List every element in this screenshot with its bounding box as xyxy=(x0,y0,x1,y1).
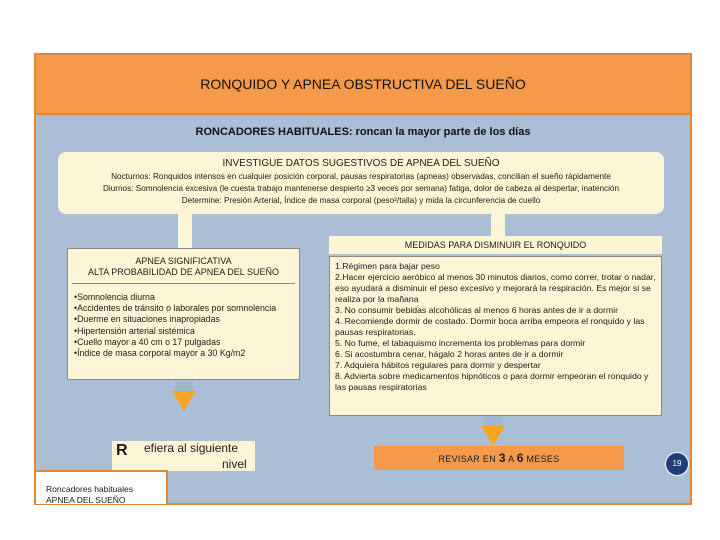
refiera-box xyxy=(112,441,255,471)
corner-line2: APNEA DEL SUEÑO xyxy=(46,495,126,505)
arrow-down-right-icon xyxy=(481,426,505,446)
list-item: •Accidentes de tránsito o laborales por somnolencia xyxy=(74,303,277,314)
refiera-initial: R xyxy=(116,442,128,459)
list-item: •Duerme en situaciones inapropiadas xyxy=(74,314,220,325)
connector-right xyxy=(491,214,505,236)
connector-left xyxy=(178,214,192,248)
revisar-box xyxy=(374,446,624,470)
investigue-title: INVESTIGUE DATOS SUGESTIVOS DE APNEA DEL SUEÑO xyxy=(222,158,500,169)
investigue-line-determine: Determine: Presión Arterial, Índice de masa corporal (peso²/talla) y mida la circunferencia de cuello xyxy=(181,196,541,205)
list-item: •Hipertensión arterial sistémica xyxy=(74,325,195,336)
arrow-stem-left xyxy=(175,381,193,391)
apnea-heading xyxy=(68,256,299,278)
list-item: •Índice de masa corporal mayor a 30 Kg/m2 xyxy=(74,348,246,359)
list-item: 8. Advierta sobre medicamentos hipnóticos o para dormir empeoran el ronquido y las pausas respiratorias xyxy=(335,371,649,392)
corner-line1: Roncadores habituales xyxy=(46,484,133,494)
list-item: •Somnolencia diurna xyxy=(74,292,155,302)
page-number: 19 xyxy=(665,452,689,476)
list-item: 5. No fume, el tabaquismo incrementa los problemas para dormir xyxy=(335,338,586,348)
arrow-stem-right xyxy=(484,416,502,426)
list-item: 2.Hacer ejercicio aeróbico al menos 30 minutos diarios, como correr, trotar o nadar, eso ayudará a disminuir el peso excesivo y mejorará la respiración. Es mejor si se realiza por la mañana xyxy=(335,272,656,304)
investigue-line-diurnos: Diurnos: Somnolencia excesiva (le cuesta trabajo mantenerse despierto ≥3 veces por semana) fatiga, dolor de cabeza al despertar, inatención xyxy=(102,184,620,193)
investigue-line-nocturnos: Nocturnos: Ronquidos intensos en cualquier posición corporal, pausas respiratorias (apneas) observadas, concilian el sueño rápidamente xyxy=(111,172,611,181)
corner-label xyxy=(36,470,168,504)
list-item: 6. Si acostumbra cenar, hágalo 2 horas antes de ir a dormir xyxy=(335,349,564,359)
refiera-text: efiera al siguiente xyxy=(144,441,239,455)
medidas-list xyxy=(335,261,657,393)
apnea-box xyxy=(67,248,300,380)
divider xyxy=(72,283,295,284)
list-item: 4. Recomiende dormir de costado. Dormir boca arriba empeora el ronquido y las pausas respiratorias. xyxy=(335,316,645,337)
arrow-down-left-icon xyxy=(172,391,196,411)
apnea-list xyxy=(74,292,294,359)
apnea-heading-line1: APNEA SIGNIFICATIVA xyxy=(135,256,232,266)
revisar-prefix: REVISAR EN xyxy=(438,454,499,464)
list-item: 1.Régimen para bajar peso xyxy=(335,261,440,271)
page-title: RONQUIDO Y APNEA OBSTRUCTIVA DEL SUEÑO xyxy=(36,55,690,115)
subtitle: RONCADORES HABITUALES: roncan la mayor parte de los días xyxy=(195,126,531,138)
medidas-title: MEDIDAS PARA DISMINUIR EL RONQUIDO xyxy=(329,236,662,254)
list-item: 7. Adquiera hábitos regulares para dormir y despertar xyxy=(335,360,541,370)
apnea-heading-line2: ALTA PROBABILIDAD DE APNEA DEL SUEÑO xyxy=(88,267,279,277)
revisar-n1: 3 xyxy=(498,451,506,465)
revisar-n2: 6 xyxy=(516,451,524,465)
list-item: •Cuello mayor a 40 cm o 17 pulgadas xyxy=(74,336,221,347)
list-item: 3. No consumir bebidas alcohólicas al menos 6 horas antes de ir a dormir xyxy=(335,305,618,315)
refiera-text-level: nivel xyxy=(222,457,247,471)
revisar-suffix: MESES xyxy=(523,454,560,464)
investigue-box xyxy=(58,152,664,214)
medidas-box xyxy=(329,256,662,416)
revisar-mid: A xyxy=(505,454,517,464)
